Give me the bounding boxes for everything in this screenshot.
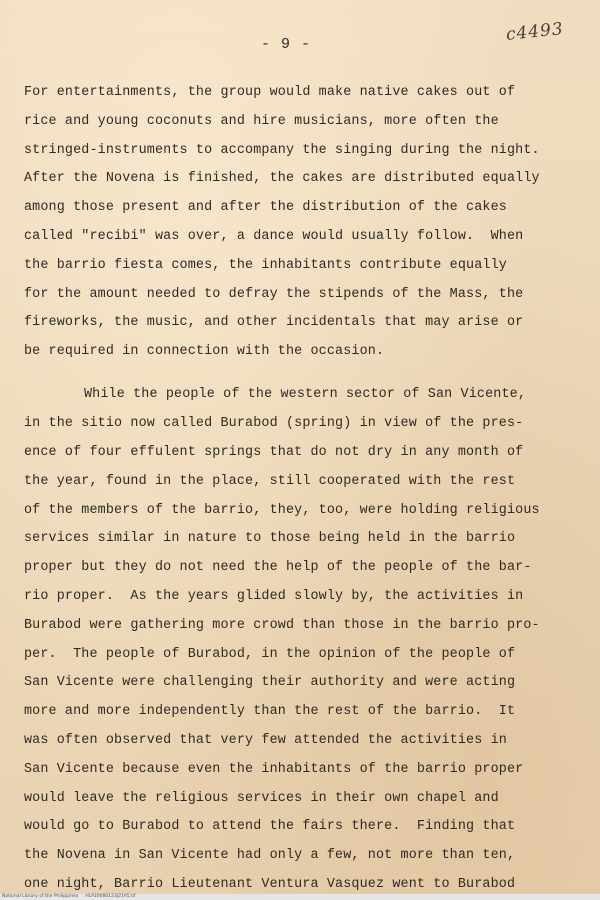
- text-line: more and more independently than the rest of the barrio. It: [24, 704, 516, 720]
- text-line: for the amount needed to defray the stipends of the Mass, the: [24, 286, 524, 302]
- text-line: Burabod were gathering more crowd than those in the barrio pro-: [24, 617, 540, 633]
- text-line: one night, Barrio Lieutenant Ventura Vasquez went to Burabod: [24, 876, 516, 892]
- archive-footer-bar: [0, 894, 600, 900]
- text-line: proper but they do not need the help of the people of the bar-: [24, 560, 532, 576]
- body-text: [24, 79, 576, 900]
- text-line: among those present and after the distribution of the cakes: [24, 200, 507, 216]
- text-line: per. The people of Burabod, in the opinion of the people of: [24, 646, 516, 662]
- text-line: in the sitio now called Burabod (spring) in view of the pres-: [24, 416, 524, 432]
- text-line: the Novena in San Vicente had only a few, not more than ten,: [24, 848, 516, 864]
- text-line: rio proper. As the years glided slowly by, the activities in: [24, 588, 524, 604]
- text-line: the barrio fiesta comes, the inhabitants contribute equally: [24, 257, 507, 273]
- text-line: was often observed that very few attended the activities in: [24, 732, 507, 748]
- text-line: rice and young coconuts and hire musicians, more often the: [24, 113, 499, 129]
- archive-footer-text: National Library of the Philippines HLP20080123J2195.tif: [2, 894, 136, 899]
- handwritten-catalog-mark: c4493: [505, 19, 565, 45]
- text-line: be required in connection with the occasion.: [24, 344, 385, 360]
- text-line: fireworks, the music, and other incidentals that may arise or: [24, 315, 524, 331]
- text-line: While the people of the western sector of San Vicente,: [84, 387, 527, 403]
- text-line: San Vicente because even the inhabitants of the barrio proper: [24, 761, 524, 777]
- paragraph-2: [24, 381, 576, 899]
- text-line: would go to Burabod to attend the fairs there. Finding that: [24, 819, 516, 835]
- text-line: would leave the religious services in their own chapel and: [24, 790, 499, 806]
- text-line: ence of four effulent springs that do not dry in any month of: [24, 444, 524, 460]
- text-line: stringed-instruments to accompany the singing during the night.: [24, 142, 540, 158]
- text-line: services similar in nature to those being held in the barrio: [24, 531, 516, 547]
- text-line: the year, found in the place, still cooperated with the rest: [24, 473, 516, 489]
- text-line: of the members of the barrio, they, too, were holding religious: [24, 502, 540, 518]
- text-line: After the Novena is finished, the cakes are distributed equally: [24, 171, 540, 187]
- text-line: San Vicente were challenging their authority and were acting: [24, 675, 516, 691]
- text-line: called "recibi" was over, a dance would usually follow. When: [24, 228, 524, 244]
- page-number: - 9 -: [260, 36, 311, 53]
- text-line: For entertainments, the group would make native cakes out of: [24, 85, 516, 100]
- paragraph-1: [24, 79, 576, 367]
